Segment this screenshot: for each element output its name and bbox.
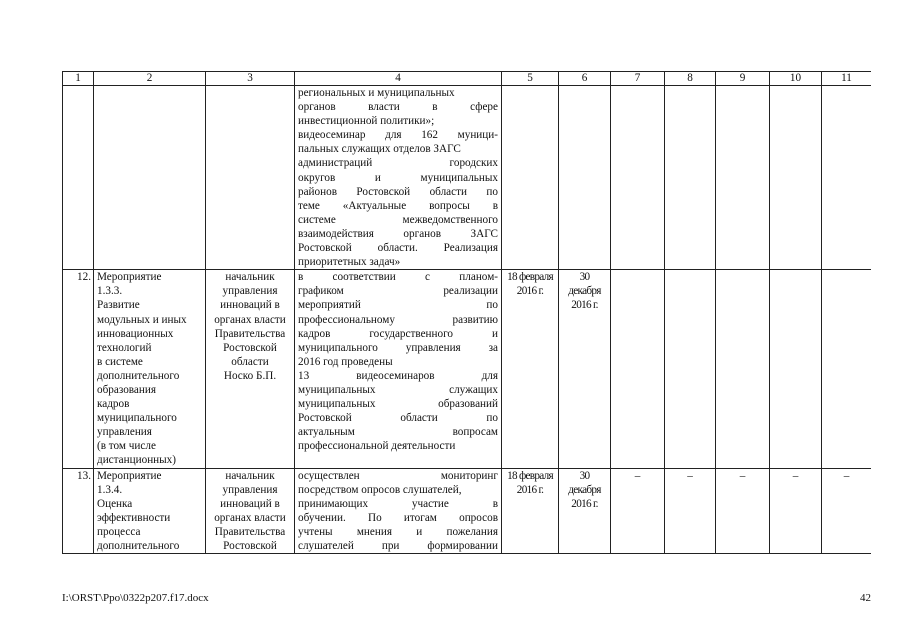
row-number: 13. <box>63 468 94 554</box>
result-description: осуществлен мониторинг посредством опросов слушателей, принимающих участие в обучении. По итогам опросов учтены мнения и пожелания слушателей при формировании <box>295 468 502 554</box>
table-row-continuation <box>63 86 872 270</box>
header-cell: 3 <box>206 72 295 86</box>
header-cell: 10 <box>770 72 822 86</box>
header-cell: 7 <box>611 72 665 86</box>
header-cell: 1 <box>63 72 94 86</box>
dash-cell: – <box>770 468 822 554</box>
responsible-person: начальник управления инноваций в органах власти Правительства Ростовской <box>206 468 295 554</box>
result-description: в соответствии с планом- графиком реализации мероприятий по профессиональному развитию кадров государственного и муниципального управления за 2016 год проведены 13 видеосеминаров для муниципальных служащих муниципальных образований Ростовской области по актуальным вопросам профессиональной деятельности <box>295 270 502 468</box>
header-cell: 5 <box>502 72 559 86</box>
page-number: 42 <box>860 592 871 604</box>
header-cell: 6 <box>559 72 611 86</box>
dash-cell: – <box>716 468 770 554</box>
start-date: 18 февраля 2016 г. <box>502 270 559 468</box>
responsible-person: начальник управления инноваций в органах власти Правительства Ростовской области Носко Б.П. <box>206 270 295 468</box>
table-row-13 <box>63 468 872 554</box>
header-cell: 2 <box>94 72 206 86</box>
header-row <box>63 72 872 86</box>
dash-cell: – <box>822 468 872 554</box>
start-date: 18 февраля 2016 г. <box>502 468 559 554</box>
continuation-description: региональных и муниципальных органов власти в сфере инвестиционной политики»; видеосеминар для 162 муници- пальных служащих отделов ЗАГС администраций городских округов и муниципальных районов Ростовской области по теме «Актуальные вопросы в системе межведомственного взаимодействия органов ЗАГС Ростовской области. Реализация приоритетных задач» <box>295 86 502 270</box>
header-cell: 11 <box>822 72 872 86</box>
plan-table <box>62 71 871 554</box>
header-cell: 8 <box>665 72 716 86</box>
dash-cell: – <box>665 468 716 554</box>
end-date: 30 декабря 2016 г. <box>559 468 611 554</box>
header-cell: 9 <box>716 72 770 86</box>
row-number: 12. <box>63 270 94 468</box>
dash-cell: – <box>611 468 665 554</box>
header-cell: 4 <box>295 72 502 86</box>
event-title: Мероприятие 1.3.3. Развитие модульных и иных инновационных технологий в системе дополнительного образования кадров муниципального управления (в том числе дистанционных) <box>94 270 206 468</box>
file-path: I:\ORST\Ppo\0322p207.f17.docx <box>62 592 209 604</box>
table-row-12 <box>63 270 872 468</box>
event-title: Мероприятие 1.3.4. Оценка эффективности процесса дополнительного <box>94 468 206 554</box>
end-date: 30 декабря 2016 г. <box>559 270 611 468</box>
plan-table-wrapper <box>62 71 871 579</box>
